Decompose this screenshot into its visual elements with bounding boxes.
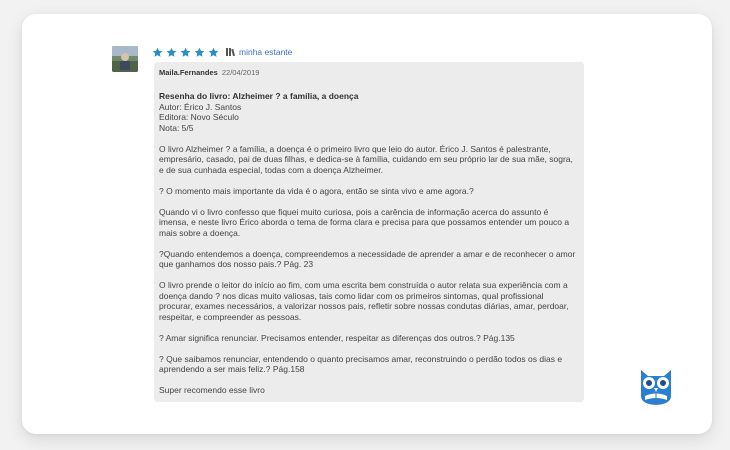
star-icon[interactable]	[180, 47, 191, 58]
review-body	[159, 91, 577, 402]
review-paragraph: ? Que saibamos renunciar, entendendo o quanto precisamos amar, reconstruindo o perdão todos os dias e aprendendo a ser mais feliz.? Pág.158	[159, 353, 563, 374]
star-icon[interactable]	[166, 47, 177, 58]
star-icon[interactable]	[208, 47, 219, 58]
review-username[interactable]: Maila.Fernandes	[159, 68, 218, 77]
review-paragraph: O livro prende o leitor do início ao fim, com uma escrita bem construída o autor relata sua experiência com a doença dando ? nos dicas muito valiosas, tais como lidar com os primeiros sintomas, qual profissional procurar, exames necessários, a valorizar nossos pais, refletir sobre nossas condutas diárias, amar, perdoar, respeitar, e compreender as pessoas.	[159, 280, 569, 322]
my-shelf-link[interactable]	[226, 47, 292, 57]
review-header	[159, 68, 259, 77]
review-author: Autor: Érico J. Santos	[159, 101, 242, 112]
star-rating[interactable]	[152, 47, 219, 58]
avatar[interactable]	[112, 46, 138, 72]
review-paragraph: ? Amar significa renunciar. Precisamos entender, respeitar as diferenças dos outros.? Pág.135	[159, 332, 515, 343]
review-grade: Nota: 5/5	[159, 122, 194, 133]
my-shelf-label[interactable]: minha estante	[239, 47, 293, 57]
review-paragraph: O livro Alzheimer ? a família, a doença é o primeiro livro que leio do autor. Érico J. Santos é palestrante, empresário, casado, pai de duas filhas, e dedica-se à família, cuidando em seu próprio lar de sua mãe, sogra, e de sua cunhada especial, todas com a doença Alzheimer.	[159, 143, 573, 175]
review-paragraph: ?Quando entendemos a doença, compreendemos a necessidade de aprender a amar e de reconhecer o amor que ganhamos dos nosso pais.? Pág. 23	[159, 248, 576, 269]
review-publisher: Editora: Novo Século	[159, 112, 239, 122]
star-icon[interactable]	[194, 47, 205, 58]
rating-row	[152, 45, 292, 59]
review-paragraph: ? O momento mais importante da vida é o agora, então se sinta vivo e ame agora.?	[159, 185, 474, 196]
review-date: 22/04/2019	[221, 68, 260, 77]
owl-logo-icon	[638, 366, 674, 406]
bookshelf-icon	[226, 48, 236, 56]
review-title: Resenha do livro: Alzheimer ? a família, a doença	[159, 91, 359, 101]
avatar-photo-icon	[112, 46, 138, 72]
review-paragraph: Super recomendo esse livro	[159, 385, 265, 395]
review-bubble	[154, 62, 584, 402]
review-meta	[159, 91, 577, 133]
review-card	[22, 14, 712, 434]
review-paragraph: Quando vi o livro confesso que fiquei muito curiosa, pois a carência de informação acerca do assunto é imensa, e neste livro Érico aborda o tema de forma clara e precisa para que possamos entender um pouco a mais sobre a doença.	[159, 206, 570, 238]
star-icon[interactable]	[152, 47, 163, 58]
